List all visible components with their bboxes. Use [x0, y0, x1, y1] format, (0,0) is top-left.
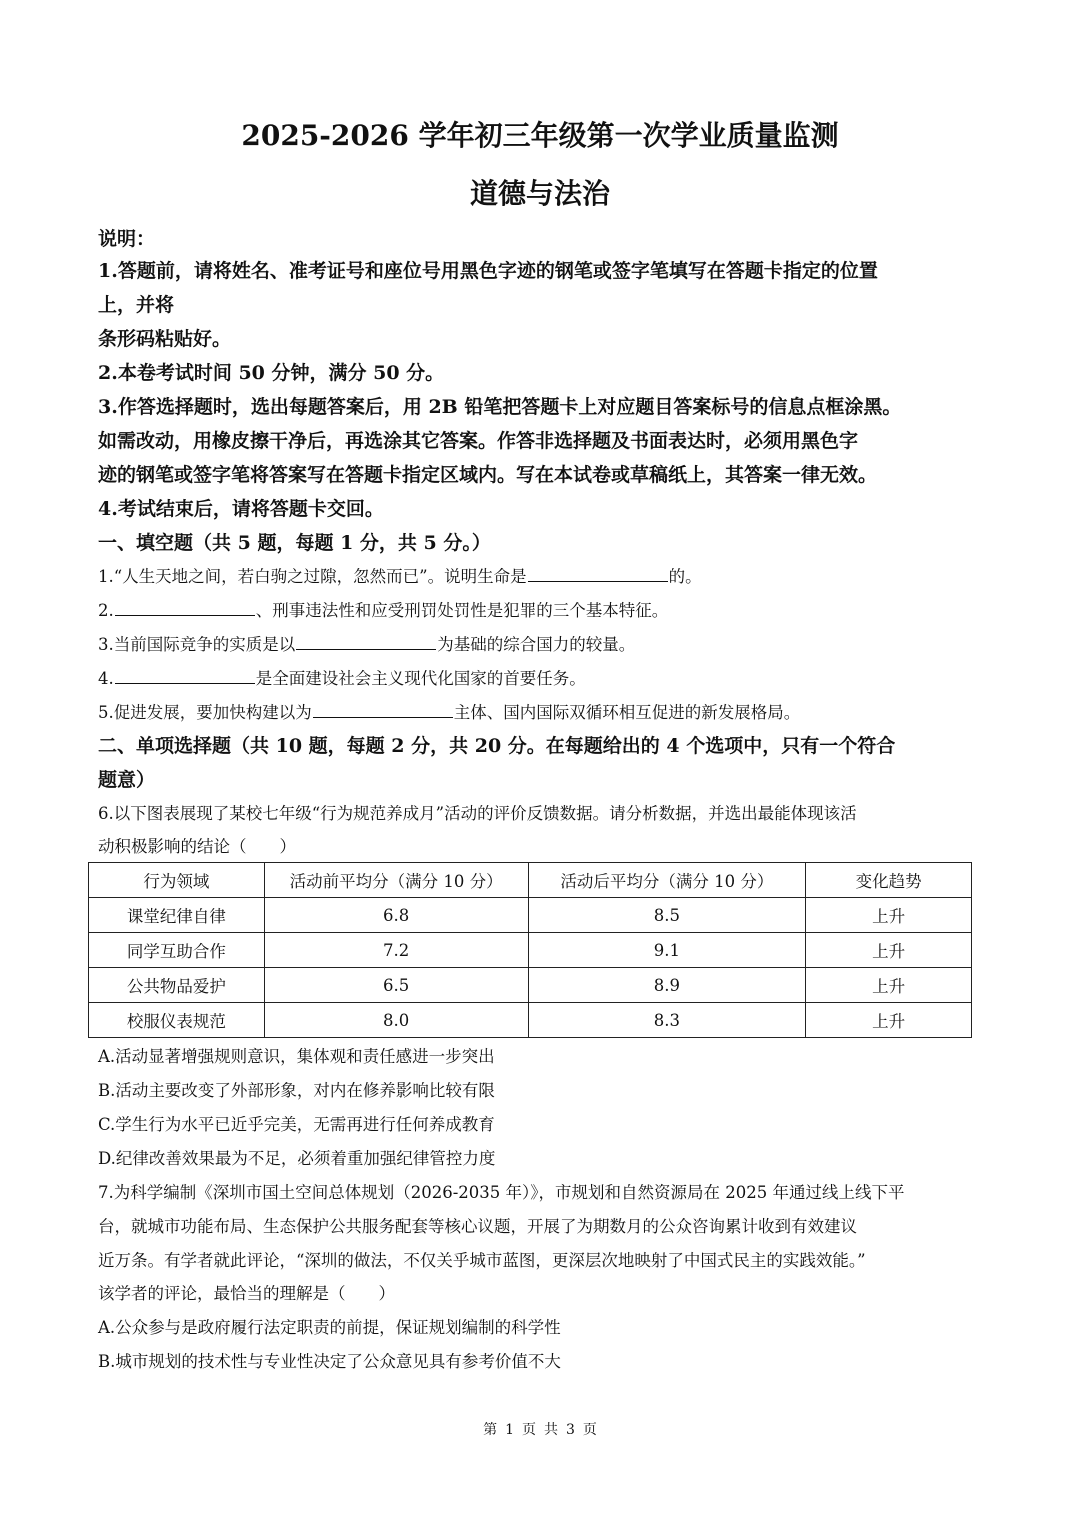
- q5-text-end: 主体、国内国际双循环相互促进的新发展格局。: [453, 703, 801, 722]
- table-cell: 8.3: [528, 1003, 806, 1038]
- table-row: [89, 1003, 972, 1038]
- answer-blank[interactable]: [296, 648, 436, 650]
- answer-blank[interactable]: [313, 716, 453, 718]
- q4-text: 是全面建设社会主义现代化国家的首要任务。: [255, 669, 586, 688]
- page-footer: [0, 1419, 1080, 1439]
- footer-label: 页: [522, 1422, 536, 1438]
- q6-option-c[interactable]: C.学生行为水平已近乎完美，无需再进行任何养成教育: [98, 1115, 495, 1134]
- q2-number: 2.: [98, 601, 114, 620]
- table-cell: 8.5: [528, 898, 806, 933]
- instruction-1c: 条形码粘贴好。: [98, 328, 232, 350]
- table-cell: 同学互助合作: [89, 933, 265, 968]
- section1-heading: 一、填空题（共 5 题，每题 1 分，共 5 分。）: [98, 532, 491, 554]
- q1-text-end: 的。: [668, 567, 702, 586]
- instruction-3b: 如需改动，用橡皮擦干净后，再选涂其它答案。作答非选择题及书面表达时，必须用黑色字: [98, 430, 859, 452]
- section2-heading: 二、单项选择题（共 10 题，每题 2 分，共 20 分。在每题给出的 4 个选项中，只有一个符合: [98, 735, 896, 757]
- exam-title: 2025-2026 学年初三年级第一次学业质量监测: [241, 119, 839, 152]
- page-current: 1: [505, 1422, 514, 1438]
- q6-option-d[interactable]: D.纪律改善效果最为不足，必须着重加强纪律管控力度: [98, 1149, 496, 1168]
- question-1: [98, 563, 702, 587]
- question-6-line1: 6.以下图表展现了某校七年级“行为规范养成月”活动的评价反馈数据。请分析数据，并选出最能体现该活: [98, 804, 857, 823]
- table-header: 行为领域: [89, 863, 265, 898]
- instruction-1a: 1.答题前，请将姓名、准考证号和座位号用黑色字迹的钢笔或签字笔填写在答题卡指定的位置: [98, 260, 878, 282]
- table-header: 活动后平均分（满分 10 分）: [528, 863, 806, 898]
- instruction-4: 4.考试结束后，请将答题卡交回。: [98, 498, 384, 520]
- footer-label: 共: [544, 1422, 558, 1438]
- question-6-line2: 动积极影响的结论（ ）: [98, 837, 296, 856]
- q5-text: 5.促进发展，要加快构建以为: [98, 703, 312, 722]
- instruction-1b: 上，并将: [98, 294, 175, 316]
- instruction-2: 2.本卷考试时间 50 分钟，满分 50 分。: [98, 362, 445, 384]
- evaluation-table: [88, 862, 972, 1038]
- instruction-3a: 3.作答选择题时，选出每题答案后，用 2B 铅笔把答题卡上对应题目答案标号的信息点框涂黑。: [98, 396, 902, 418]
- q3-text-end: 为基础的综合国力的较量。: [437, 635, 636, 654]
- table-header: 活动前平均分（满分 10 分）: [264, 863, 528, 898]
- table-cell: 8.9: [528, 968, 806, 1003]
- table-row: [89, 933, 972, 968]
- footer-label: 页: [582, 1422, 597, 1438]
- question-4: [98, 665, 586, 689]
- table-cell: 校服仪表规范: [89, 1003, 265, 1038]
- question-2: [98, 597, 668, 621]
- footer-label: 第: [483, 1422, 498, 1438]
- answer-blank[interactable]: [528, 580, 668, 582]
- q6-option-b[interactable]: B.活动主要改变了外部形象，对内在修养影响比较有限: [98, 1081, 495, 1100]
- table-cell: 上升: [806, 933, 972, 968]
- q1-text: 1.“人生天地之间，若白驹之过隙，忽然而已”。说明生命是: [98, 567, 527, 586]
- table-row: [89, 898, 972, 933]
- q7-option-a[interactable]: A.公众参与是政府履行法定职责的前提，保证规划编制的科学性: [98, 1318, 561, 1337]
- answer-blank[interactable]: [115, 614, 255, 616]
- question-5: [98, 699, 800, 723]
- table-cell: 公共物品爱护: [89, 968, 265, 1003]
- table-cell: 上升: [806, 968, 972, 1003]
- q6-option-a[interactable]: A.活动显著增强规则意识，集体观和责任感进一步突出: [98, 1047, 495, 1066]
- table-cell: 上升: [806, 1003, 972, 1038]
- question-7-line2: 台，就城市功能布局、生态保护公共服务配套等核心议题，开展了为期数月的公众咨询累计收到有效建议: [98, 1217, 857, 1236]
- instructions-heading: 说明：: [98, 228, 156, 250]
- section2-heading-cont: 题意）: [98, 769, 156, 791]
- table-cell: 6.5: [264, 968, 528, 1003]
- answer-blank[interactable]: [115, 682, 255, 684]
- subject-title: 道德与法治: [469, 177, 610, 210]
- q2-text: 、刑事违法性和应受刑罚处罚性是犯罪的三个基本特征。: [255, 601, 669, 620]
- q7-option-b[interactable]: B.城市规划的技术性与专业性决定了公众意见具有参考价值不大: [98, 1352, 561, 1371]
- table-cell: 上升: [806, 898, 972, 933]
- table-cell: 8.0: [264, 1003, 528, 1038]
- question-7-line1: 7.为科学编制《深圳市国土空间总体规划（2026-2035 年）》，市规划和自然资源局在 2025 年通过线上线下平: [98, 1183, 905, 1202]
- q3-text: 3.当前国际竞争的实质是以: [98, 635, 296, 654]
- table-cell: 6.8: [264, 898, 528, 933]
- table-cell: 9.1: [528, 933, 806, 968]
- table-row: [89, 968, 972, 1003]
- page-total: 3: [566, 1422, 575, 1438]
- table-cell: 7.2: [264, 933, 528, 968]
- q4-number: 4.: [98, 669, 114, 688]
- table-header: 变化趋势: [806, 863, 972, 898]
- question-3: [98, 631, 635, 655]
- instruction-3c: 迹的钢笔或签字笔将答案写在答题卡指定区域内。写在本试卷或草稿纸上，其答案一律无效。: [98, 464, 878, 486]
- question-7-line3: 近万条。有学者就此评论，“深圳的做法，不仅关乎城市蓝图，更深层次地映射了中国式民主的实践效能。”: [98, 1251, 866, 1270]
- table-cell: 课堂纪律自律: [89, 898, 265, 933]
- question-7-line4: 该学者的评论，最恰当的理解是（ ）: [98, 1284, 395, 1303]
- table-header-row: [89, 863, 972, 898]
